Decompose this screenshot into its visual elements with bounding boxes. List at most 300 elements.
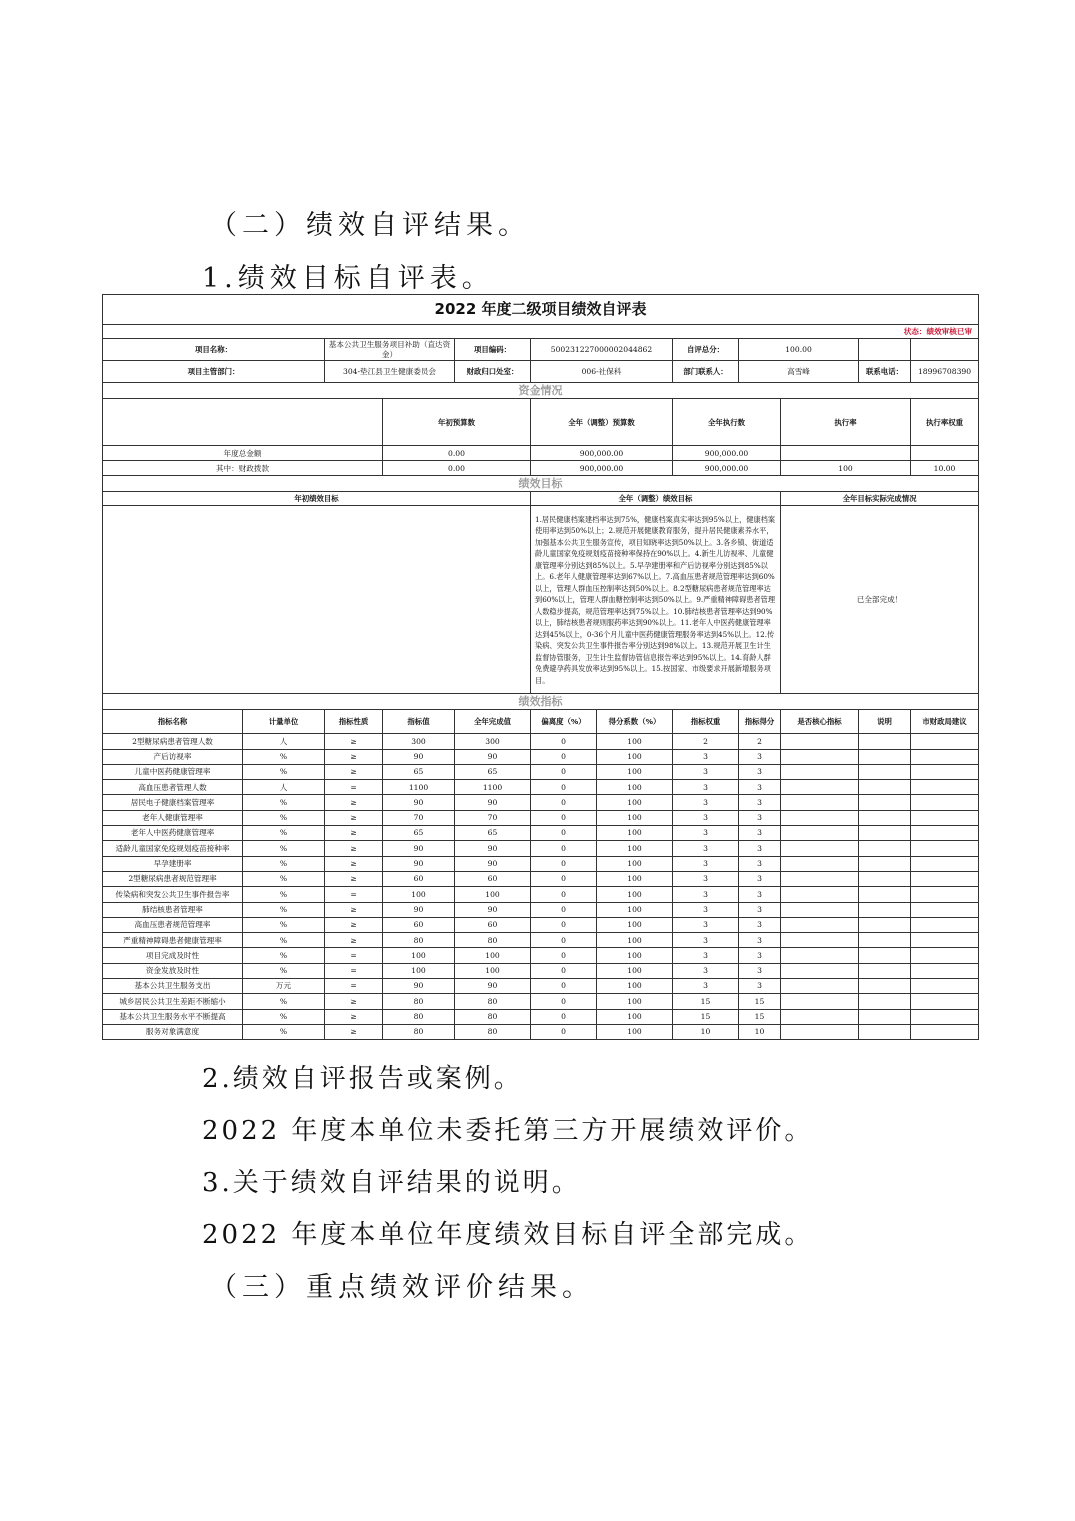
cell-unit: % <box>243 856 325 871</box>
funds-row-label: 年度总金额 <box>103 446 383 461</box>
empty-cell <box>781 1009 859 1024</box>
cell-weight: 3 <box>673 764 739 779</box>
table-row <box>103 887 979 902</box>
empty-cell <box>859 780 911 795</box>
empty-cell <box>911 871 979 886</box>
table-row <box>103 810 979 825</box>
cell-target-value: 90 <box>383 795 455 810</box>
cell-target-value: 100 <box>383 887 455 902</box>
cell-completed-value: 60 <box>455 871 531 886</box>
empty-cell <box>859 810 911 825</box>
cell-score-coefficient: 100 <box>597 933 673 948</box>
cell-score-coefficient: 100 <box>597 749 673 764</box>
cell-weight: 3 <box>673 933 739 948</box>
cell-score-coefficient: 100 <box>597 994 673 1009</box>
empty-cell <box>781 887 859 902</box>
cell-weight: 3 <box>673 887 739 902</box>
cell-target-value: 70 <box>383 810 455 825</box>
cell-deviation: 0 <box>531 963 597 978</box>
cell-indicator-name: 老年人中医药健康管理率 <box>103 826 243 841</box>
section-goals: 绩效目标 <box>103 476 979 492</box>
empty-cell <box>781 856 859 871</box>
cell-indicator-name: 城乡居民公共卫生差距不断缩小 <box>103 994 243 1009</box>
empty-cell <box>911 994 979 1009</box>
cell-unit: % <box>243 1009 325 1024</box>
cell-score: 3 <box>739 749 781 764</box>
cell-target-value: 90 <box>383 979 455 994</box>
cell-score-coefficient: 100 <box>597 917 673 932</box>
empty-cell <box>859 749 911 764</box>
cell-target-value: 90 <box>383 841 455 856</box>
funds-adjusted: 900,000.00 <box>531 461 673 476</box>
empty-cell <box>781 826 859 841</box>
empty-cell <box>911 979 979 994</box>
empty-cell <box>781 841 859 856</box>
cell-score: 3 <box>739 826 781 841</box>
cell-indicator-name: 资金发放及时性 <box>103 963 243 978</box>
cell-target-value: 80 <box>383 994 455 1009</box>
cell-score: 15 <box>739 994 781 1009</box>
cell-score: 3 <box>739 871 781 886</box>
cell-indicator-name: 基本公共卫生服务支出 <box>103 979 243 994</box>
cell-completed-value: 90 <box>455 749 531 764</box>
cell-weight: 3 <box>673 749 739 764</box>
header-initial-goal: 年初绩效目标 <box>103 492 531 506</box>
empty-cell <box>859 795 911 810</box>
cell-completed-value: 65 <box>455 764 531 779</box>
cell-nature: = <box>325 963 383 978</box>
empty-cell <box>911 856 979 871</box>
empty-cell <box>859 902 911 917</box>
header-executed: 全年执行数 <box>673 399 781 446</box>
cell-target-value: 90 <box>383 749 455 764</box>
cell-score-coefficient: 100 <box>597 1009 673 1024</box>
section-indicators: 绩效指标 <box>103 694 979 710</box>
department-label: 项目主管部门： <box>103 361 325 383</box>
funds-weight <box>911 446 979 461</box>
department-value: 304-垫江县卫生健康委员会 <box>325 361 455 383</box>
cell-indicator-name: 服务对象满意度 <box>103 1024 243 1039</box>
cell-nature: ≥ <box>325 856 383 871</box>
cell-weight: 3 <box>673 917 739 932</box>
indicator-header-row <box>103 710 979 734</box>
cell-unit: % <box>243 963 325 978</box>
cell-unit: % <box>243 826 325 841</box>
cell-completed-value: 80 <box>455 1024 531 1039</box>
cell-deviation: 0 <box>531 734 597 749</box>
cell-completed-value: 100 <box>455 963 531 978</box>
actual-completion-text: 已全部完成！ <box>781 506 979 694</box>
header-initial-budget: 年初预算数 <box>383 399 531 446</box>
empty-cell <box>859 1009 911 1024</box>
cell-score-coefficient: 100 <box>597 734 673 749</box>
header-target-value: 指标值 <box>383 710 455 734</box>
cell-score-coefficient: 100 <box>597 856 673 871</box>
funds-weight: 10.00 <box>911 461 979 476</box>
empty-cell <box>911 795 979 810</box>
heading-goal-table: 1.绩效目标自评表。 <box>202 263 494 294</box>
cell-target-value: 80 <box>383 933 455 948</box>
contact-person-label: 部门联系人： <box>673 361 739 383</box>
indicator-rows <box>103 734 979 1040</box>
contact-person-value: 高雪峰 <box>739 361 859 383</box>
cell-indicator-name: 2型糖尿病患者管理人数 <box>103 734 243 749</box>
cell-indicator-name: 老年人健康管理率 <box>103 810 243 825</box>
heading-self-evaluation-result: （二）绩效自评结果。 <box>210 210 530 241</box>
cell-score-coefficient: 100 <box>597 963 673 978</box>
cell-unit: % <box>243 810 325 825</box>
cell-score: 3 <box>739 887 781 902</box>
header-execution-rate: 执行率 <box>781 399 911 446</box>
empty-cell <box>781 780 859 795</box>
cell-deviation: 0 <box>531 1024 597 1039</box>
table-row <box>103 917 979 932</box>
cell-nature: ≥ <box>325 933 383 948</box>
empty-cell <box>859 994 911 1009</box>
table-row <box>103 963 979 978</box>
finance-office-label: 财政归口处室： <box>455 361 531 383</box>
cell-score-coefficient: 100 <box>597 795 673 810</box>
empty-cell <box>911 933 979 948</box>
empty-cell <box>859 917 911 932</box>
cell-completed-value: 90 <box>455 841 531 856</box>
cell-weight: 3 <box>673 871 739 886</box>
empty-cell <box>103 399 383 446</box>
cell-nature: ≥ <box>325 734 383 749</box>
empty-cell <box>859 979 911 994</box>
section-funds: 资金情况 <box>103 383 979 399</box>
table-row <box>103 856 979 871</box>
header-adjusted-goal: 全年（调整）绩效目标 <box>531 492 781 506</box>
empty-cell <box>781 810 859 825</box>
table-row <box>103 764 979 779</box>
cell-unit: % <box>243 795 325 810</box>
adjusted-goal-text: 1.居民健康档案建档率达到75%，健康档案真实率达到95%以上，健康档案使用率达到50%以上；2.规范开展健康教育服务，提升居民健康素养水平，加强基本公共卫生服务宣传，项目知晓率达到50%以上。3.各乡镇、街道适龄儿童国家免疫规划疫苗接种率保持在90%以上。4.新生儿访视率、儿童健康管理率分别达到85%以上。5.早孕建册率和产后访视率分别达到85%以上。6.老年人健康管理率达到67%以上。7.高血压患者规范管理率达到60%以上，管理人群血压控制率达到50%以上。8.2型糖尿病患者规范管理率达到60%以上，管理人群血糖控制率达到50%以上。9.严重精神障碍患者管理人数稳步提高，规范管理率达到75%以上。10.肺结核患者管理率达到90%以上，肺结核患者规则服药率达到90%以上。11.老年人中医药健康管理率达到45%以上，0-36个月儿童中医药健康管理服务率达到45%以上。12.传染病、突发公共卫生事件报告率分别达到98%以上。13.规范开展卫生计生监督协管服务，卫生计生监督协管信息报告率达到95%以上。14.育龄人群免费避孕药具发放率达到95%以上。15.按国家、市级要求开展新增服务项目。 <box>531 506 781 694</box>
cell-weight: 3 <box>673 780 739 795</box>
empty-cell <box>859 871 911 886</box>
empty-cell <box>911 902 979 917</box>
empty-cell <box>859 933 911 948</box>
cell-unit: % <box>243 749 325 764</box>
cell-completed-value: 80 <box>455 933 531 948</box>
cell-nature: ≥ <box>325 871 383 886</box>
cell-nature: = <box>325 887 383 902</box>
empty-cell <box>781 979 859 994</box>
empty-cell <box>859 1024 911 1039</box>
cell-unit: % <box>243 887 325 902</box>
cell-weight: 15 <box>673 1009 739 1024</box>
cell-score: 2 <box>739 734 781 749</box>
empty-cell <box>911 1024 979 1039</box>
header-remark: 说明 <box>859 710 911 734</box>
header-completed-value: 全年完成值 <box>455 710 531 734</box>
cell-score: 3 <box>739 764 781 779</box>
funds-row-label: 其中：财政拨款 <box>103 461 383 476</box>
cell-weight: 3 <box>673 948 739 963</box>
empty-cell <box>859 826 911 841</box>
funds-initial: 0.00 <box>383 461 531 476</box>
cell-deviation: 0 <box>531 856 597 871</box>
project-code-value: 500231227000002044862 <box>531 339 673 361</box>
cell-score: 3 <box>739 963 781 978</box>
cell-unit: % <box>243 841 325 856</box>
cell-score-coefficient: 100 <box>597 871 673 886</box>
cell-target-value: 80 <box>383 1009 455 1024</box>
cell-target-value: 1100 <box>383 780 455 795</box>
cell-score: 10 <box>739 1024 781 1039</box>
funds-rate: 100 <box>781 461 911 476</box>
empty-cell <box>781 749 859 764</box>
cell-deviation: 0 <box>531 810 597 825</box>
cell-unit: % <box>243 1024 325 1039</box>
cell-completed-value: 70 <box>455 810 531 825</box>
empty-cell <box>911 841 979 856</box>
cell-indicator-name: 项目完成及时性 <box>103 948 243 963</box>
table-row <box>103 902 979 917</box>
cell-deviation: 0 <box>531 780 597 795</box>
cell-deviation: 0 <box>531 933 597 948</box>
cell-indicator-name: 高血压患者管理人数 <box>103 780 243 795</box>
header-unit: 计量单位 <box>243 710 325 734</box>
header-adjusted-budget: 全年（调整）预算数 <box>531 399 673 446</box>
cell-deviation: 0 <box>531 841 597 856</box>
cell-deviation: 0 <box>531 979 597 994</box>
empty-cell <box>911 826 979 841</box>
cell-completed-value: 90 <box>455 856 531 871</box>
table-row <box>103 933 979 948</box>
cell-deviation: 0 <box>531 902 597 917</box>
cell-nature: ≥ <box>325 902 383 917</box>
project-name-label: 项目名称： <box>103 339 325 361</box>
cell-completed-value: 60 <box>455 917 531 932</box>
cell-unit: % <box>243 764 325 779</box>
cell-nature: = <box>325 780 383 795</box>
table-row <box>103 871 979 886</box>
cell-completed-value: 80 <box>455 994 531 1009</box>
cell-score: 3 <box>739 810 781 825</box>
cell-weight: 15 <box>673 994 739 1009</box>
finance-office-value: 006-社保科 <box>531 361 673 383</box>
empty-cell <box>911 810 979 825</box>
empty-cell <box>911 948 979 963</box>
phone-label: 联系电话： <box>859 361 911 383</box>
cell-nature: = <box>325 948 383 963</box>
table-row <box>103 780 979 795</box>
empty-cell <box>781 795 859 810</box>
empty-cell <box>859 963 911 978</box>
cell-score-coefficient: 100 <box>597 810 673 825</box>
table-row <box>103 994 979 1009</box>
cell-nature: ≥ <box>325 841 383 856</box>
cell-completed-value: 100 <box>455 887 531 902</box>
table-row <box>103 734 979 749</box>
heading-explanation: 3.关于绩效自评结果的说明。 <box>202 1168 581 1198</box>
header-core-indicator: 是否核心指标 <box>781 710 859 734</box>
cell-weight: 3 <box>673 841 739 856</box>
cell-target-value: 60 <box>383 917 455 932</box>
cell-score-coefficient: 100 <box>597 902 673 917</box>
paragraph-completion: 2022 年度本单位年度绩效目标自评全部完成。 <box>202 1220 814 1250</box>
cell-nature: ≥ <box>325 795 383 810</box>
performance-self-evaluation-table <box>102 294 979 1040</box>
cell-weight: 10 <box>673 1024 739 1039</box>
cell-weight: 3 <box>673 963 739 978</box>
cell-deviation: 0 <box>531 1009 597 1024</box>
cell-nature: = <box>325 979 383 994</box>
project-code-label: 项目编码： <box>455 339 531 361</box>
cell-target-value: 90 <box>383 902 455 917</box>
cell-weight: 3 <box>673 810 739 825</box>
cell-weight: 3 <box>673 795 739 810</box>
empty-cell <box>781 948 859 963</box>
table-row <box>103 826 979 841</box>
empty-cell <box>859 887 911 902</box>
cell-nature: ≥ <box>325 1024 383 1039</box>
project-name-value: 基本公共卫生服务项目补助（直达资金） <box>325 339 455 361</box>
cell-deviation: 0 <box>531 887 597 902</box>
cell-deviation: 0 <box>531 871 597 886</box>
cell-score: 3 <box>739 856 781 871</box>
empty-cell <box>781 764 859 779</box>
cell-target-value: 100 <box>383 963 455 978</box>
empty-cell <box>911 339 979 361</box>
header-deviation: 偏离度（%） <box>531 710 597 734</box>
cell-score-coefficient: 100 <box>597 780 673 795</box>
header-actual-completion: 全年目标实际完成情况 <box>781 492 979 506</box>
empty-cell <box>781 734 859 749</box>
funds-executed: 900,000.00 <box>673 446 781 461</box>
cell-weight: 3 <box>673 856 739 871</box>
cell-score: 3 <box>739 841 781 856</box>
cell-completed-value: 90 <box>455 902 531 917</box>
cell-target-value: 90 <box>383 856 455 871</box>
initial-goal-text <box>103 506 531 694</box>
cell-indicator-name: 2型糖尿病患者规范管理率 <box>103 871 243 886</box>
table-row <box>103 1024 979 1039</box>
empty-cell <box>781 994 859 1009</box>
table-row <box>103 841 979 856</box>
cell-weight: 3 <box>673 979 739 994</box>
cell-score-coefficient: 100 <box>597 826 673 841</box>
cell-score: 3 <box>739 917 781 932</box>
header-indicator-name: 指标名称 <box>103 710 243 734</box>
cell-score: 3 <box>739 933 781 948</box>
cell-weight: 3 <box>673 902 739 917</box>
cell-unit: % <box>243 994 325 1009</box>
empty-cell <box>781 933 859 948</box>
cell-indicator-name: 早孕建册率 <box>103 856 243 871</box>
header-rate-weight: 执行率权重 <box>911 399 979 446</box>
cell-nature: ≥ <box>325 917 383 932</box>
cell-score-coefficient: 100 <box>597 1024 673 1039</box>
phone-value: 18996708390 <box>911 361 979 383</box>
cell-nature: ≥ <box>325 764 383 779</box>
table-row <box>103 749 979 764</box>
cell-target-value: 100 <box>383 948 455 963</box>
cell-deviation: 0 <box>531 795 597 810</box>
empty-cell <box>781 963 859 978</box>
cell-weight: 3 <box>673 826 739 841</box>
cell-score: 3 <box>739 780 781 795</box>
cell-nature: ≥ <box>325 810 383 825</box>
cell-unit: % <box>243 917 325 932</box>
empty-cell <box>911 917 979 932</box>
empty-cell <box>859 734 911 749</box>
funds-adjusted: 900,000.00 <box>531 446 673 461</box>
cell-weight: 2 <box>673 734 739 749</box>
heading-key-evaluation: （三）重点绩效评价结果。 <box>210 1272 594 1303</box>
header-weight: 指标权重 <box>673 710 739 734</box>
cell-deviation: 0 <box>531 749 597 764</box>
cell-completed-value: 300 <box>455 734 531 749</box>
cell-indicator-name: 高血压患者规范管理率 <box>103 917 243 932</box>
cell-completed-value: 1100 <box>455 780 531 795</box>
table-title: 2022 年度二级项目绩效自评表 <box>103 295 979 325</box>
cell-deviation: 0 <box>531 994 597 1009</box>
header-nature: 指标性质 <box>325 710 383 734</box>
cell-score-coefficient: 100 <box>597 764 673 779</box>
cell-indicator-name: 传染病和突发公共卫生事件报告率 <box>103 887 243 902</box>
header-finance-advice: 市财政局建议 <box>911 710 979 734</box>
empty-cell <box>911 734 979 749</box>
cell-target-value: 65 <box>383 826 455 841</box>
cell-deviation: 0 <box>531 948 597 963</box>
status-label: 状态：绩效审核已审 <box>103 325 979 339</box>
empty-cell <box>911 780 979 795</box>
empty-cell <box>781 917 859 932</box>
cell-target-value: 60 <box>383 871 455 886</box>
cell-score-coefficient: 100 <box>597 887 673 902</box>
cell-score: 3 <box>739 948 781 963</box>
cell-deviation: 0 <box>531 917 597 932</box>
cell-indicator-name: 适龄儿童国家免疫规划疫苗接种率 <box>103 841 243 856</box>
cell-completed-value: 90 <box>455 795 531 810</box>
cell-indicator-name: 严重精神障碍患者健康管理率 <box>103 933 243 948</box>
empty-cell <box>911 749 979 764</box>
cell-indicator-name: 居民电子健康档案管理率 <box>103 795 243 810</box>
cell-completed-value: 80 <box>455 1009 531 1024</box>
empty-cell <box>859 339 911 361</box>
cell-score: 3 <box>739 979 781 994</box>
cell-indicator-name: 儿童中医药健康管理率 <box>103 764 243 779</box>
cell-score: 3 <box>739 795 781 810</box>
cell-completed-value: 100 <box>455 948 531 963</box>
total-score-value: 100.00 <box>739 339 859 361</box>
empty-cell <box>911 963 979 978</box>
funds-rate <box>781 446 911 461</box>
cell-score-coefficient: 100 <box>597 979 673 994</box>
heading-report: 2.绩效自评报告或案例。 <box>202 1064 523 1094</box>
cell-nature: ≥ <box>325 1009 383 1024</box>
empty-cell <box>781 1024 859 1039</box>
cell-target-value: 65 <box>383 764 455 779</box>
empty-cell <box>781 902 859 917</box>
cell-score: 3 <box>739 902 781 917</box>
empty-cell <box>859 948 911 963</box>
empty-cell <box>781 871 859 886</box>
cell-unit: 人 <box>243 780 325 795</box>
cell-nature: ≥ <box>325 826 383 841</box>
funds-initial: 0.00 <box>383 446 531 461</box>
empty-cell <box>911 1009 979 1024</box>
empty-cell <box>859 841 911 856</box>
cell-unit: 万元 <box>243 979 325 994</box>
funds-executed: 900,000.00 <box>673 461 781 476</box>
cell-nature: ≥ <box>325 749 383 764</box>
header-score: 指标得分 <box>739 710 781 734</box>
total-score-label: 自评总分： <box>673 339 739 361</box>
empty-cell <box>859 856 911 871</box>
